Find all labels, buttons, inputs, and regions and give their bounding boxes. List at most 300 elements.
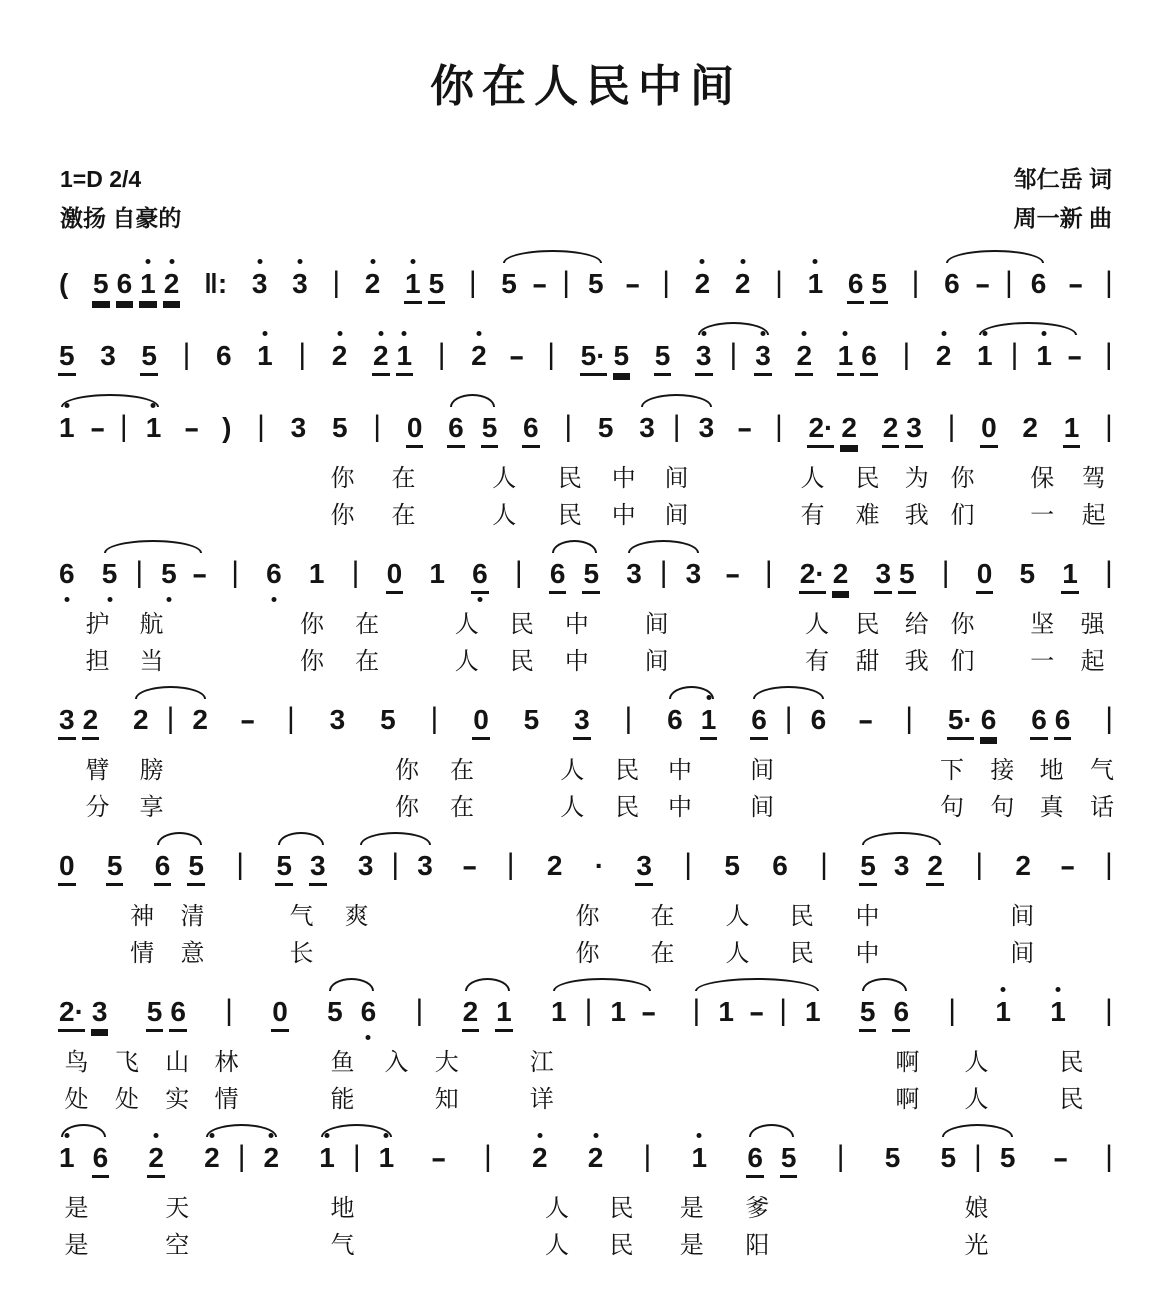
note-3: 3 — [291, 266, 309, 301]
lyric-syllable: 你 — [394, 757, 419, 785]
lyric-syllable: 民 — [615, 757, 640, 785]
duration-dash: - — [239, 704, 256, 736]
barline: | — [287, 702, 295, 736]
key-tempo-block — [60, 160, 181, 238]
slur-arc — [946, 250, 1044, 263]
note-2: 2 — [926, 848, 944, 886]
slur-arc — [503, 250, 601, 263]
slur-arc — [753, 686, 824, 699]
note-2: 2 — [192, 704, 208, 736]
note-6: 6 — [746, 1140, 764, 1178]
octave-dot-above — [761, 331, 766, 336]
lyric-syllable: 间 — [644, 648, 669, 676]
barline: | — [779, 994, 788, 1028]
lyric-syllable: 起 — [1080, 648, 1105, 676]
slur-arc — [979, 322, 1077, 335]
rest-note: 0 — [386, 556, 404, 594]
lyric-syllable: 分 — [85, 794, 110, 822]
slur-arc — [450, 394, 495, 407]
slur-arc — [104, 540, 202, 553]
lyric-syllable: 飞 — [114, 1049, 139, 1077]
barline: | — [1104, 848, 1113, 882]
note-3: 3 — [100, 340, 116, 372]
octave-dot-above — [384, 1133, 389, 1138]
note-5: 5 — [187, 848, 205, 886]
lyric-syllable: 民 — [1059, 1049, 1084, 1077]
lyric-syllable: 起 — [1081, 502, 1106, 530]
lyric-syllable: 气 — [1089, 757, 1114, 785]
note-2: 2 — [82, 702, 100, 740]
barline: | — [1104, 556, 1113, 590]
lyric-syllable: 是 — [64, 1232, 89, 1260]
note-6: 6 — [667, 704, 683, 736]
barline: | — [836, 1140, 845, 1174]
duration-dash: - — [1060, 850, 1076, 882]
note-6: 6 — [980, 702, 998, 740]
lyric-syllable: 航 — [139, 611, 164, 639]
octave-dot-above — [1055, 987, 1060, 992]
lyric-syllable: 情 — [130, 940, 155, 968]
duration-dash: - — [624, 268, 641, 300]
lyric-syllable: 中 — [855, 903, 880, 931]
note-5dot: 5· — [947, 702, 974, 740]
note-6: 6 — [892, 994, 910, 1032]
lyric-syllable: 处 — [114, 1086, 139, 1114]
note-5: 5 — [870, 266, 888, 304]
barline: | — [166, 702, 175, 736]
slur-arc — [628, 540, 699, 553]
duration-dash: - — [89, 412, 106, 444]
rest-note: 0 — [271, 994, 289, 1032]
note-2dot: 2· — [807, 410, 834, 448]
slur-group — [462, 994, 513, 1032]
song-title: 你在人民中间 — [430, 62, 742, 111]
slur-group — [943, 266, 1047, 301]
note-6: 6 — [265, 556, 283, 591]
lyric-syllable: 中 — [668, 757, 693, 785]
lyric-syllable: 们 — [950, 648, 975, 676]
beam-group — [807, 410, 857, 448]
note-5: 5 — [92, 266, 110, 304]
note-3: 3 — [893, 850, 910, 882]
note-3: 3 — [329, 704, 346, 736]
note-3: 3 — [695, 338, 713, 376]
slur-arc — [321, 1124, 392, 1137]
slur-group — [625, 556, 702, 591]
note-3: 3 — [309, 848, 327, 886]
note-1: 1 — [1049, 994, 1067, 1029]
barline: | — [902, 338, 911, 372]
key-time-signature: 1=D 2/4 — [60, 166, 142, 192]
note-2: 2 — [882, 410, 900, 448]
lyric-syllable: 人 — [544, 1232, 569, 1260]
lyric-syllable: 你 — [950, 465, 975, 493]
barline: | — [231, 556, 239, 590]
barline: | — [562, 266, 570, 300]
barline: | — [775, 266, 783, 300]
barline: | — [236, 848, 245, 882]
note-6: 6 — [154, 848, 172, 886]
lyric-syllable: 你 — [300, 648, 325, 676]
beam-group — [847, 266, 888, 304]
lyric-syllable: 中 — [668, 794, 693, 822]
note-6: 6 — [847, 266, 865, 304]
barline: | — [225, 994, 233, 1028]
note-6: 6 — [447, 410, 465, 448]
lyric-syllable: 间 — [750, 757, 775, 785]
slur-group — [692, 994, 822, 1029]
note-1: 1 — [1035, 338, 1053, 373]
octave-dot-above — [700, 259, 705, 264]
lyric-syllable: 间 — [664, 502, 689, 530]
lyrics-row — [0, 493, 1172, 528]
slur-group — [939, 1140, 1016, 1175]
note-1: 1 — [139, 266, 157, 304]
note-6: 6 — [522, 410, 540, 448]
slur-group — [638, 410, 715, 445]
octave-dot-above — [476, 331, 481, 336]
lyric-syllable: 强 — [1080, 611, 1105, 639]
notation-line — [58, 266, 1114, 310]
octave-dot-above — [297, 259, 302, 264]
barline: | — [672, 410, 681, 444]
lyricist-credit: 邹仁岳 词 — [1013, 166, 1112, 192]
lyric-syllable: 啊 — [895, 1049, 920, 1077]
note-3: 3 — [91, 994, 109, 1032]
note-5: 5 — [58, 338, 76, 376]
barline: | — [1105, 266, 1113, 300]
slur-arc — [329, 978, 374, 991]
lyric-syllable: 中 — [855, 940, 880, 968]
lyric-syllable: 山 — [165, 1049, 190, 1077]
barline: | — [391, 848, 400, 882]
lyric-syllable: 你 — [394, 794, 419, 822]
note-6: 6 — [810, 704, 827, 736]
lyric-syllable: 入 — [384, 1049, 409, 1077]
note-3: 3 — [357, 850, 374, 882]
slur-arc — [862, 978, 907, 991]
note-5dot: 5· — [580, 338, 607, 376]
note-1: 1 — [994, 994, 1012, 1029]
lyric-syllable: 有 — [800, 502, 825, 530]
lyric-syllable: 我 — [904, 648, 929, 676]
note-1: 1 — [318, 1140, 336, 1175]
duration-dash: - — [748, 996, 765, 1028]
octave-dot-above — [145, 259, 150, 264]
duration-dash: - — [736, 412, 753, 444]
octave-dot-above — [64, 403, 69, 408]
barline: | — [514, 556, 523, 590]
barline: | — [905, 702, 913, 736]
slur-arc — [465, 978, 510, 991]
lyrics-row — [0, 894, 1172, 929]
lyric-syllable: 真 — [1039, 794, 1064, 822]
rest-note: 0 — [980, 410, 998, 448]
duration-dash: - — [461, 850, 478, 882]
note-2: 2 — [546, 850, 563, 882]
note-2: 2 — [1015, 850, 1031, 882]
note-6: 6 — [1054, 702, 1072, 740]
barline: | — [662, 266, 671, 300]
slur-arc — [553, 978, 651, 991]
slur-arc — [206, 1124, 277, 1137]
barline: | — [584, 994, 593, 1028]
lyric-syllable: 人 — [492, 502, 517, 530]
note-6: 6 — [1030, 702, 1048, 740]
duration-dash: - — [431, 1142, 448, 1174]
lyric-syllable: 在 — [355, 611, 380, 639]
duration-dash: - — [1052, 1142, 1069, 1174]
note-6: 6 — [360, 994, 378, 1029]
barline: | — [1010, 338, 1019, 372]
lyric-syllable: 为 — [904, 465, 929, 493]
lyric-syllable: 臂 — [85, 757, 110, 785]
note-5: 5 — [597, 412, 614, 444]
barline: | — [506, 848, 515, 882]
note-3: 3 — [626, 558, 642, 590]
beam-group — [580, 338, 630, 376]
slur-group — [666, 702, 717, 740]
note-5: 5 — [140, 338, 158, 376]
lyric-syllable: 地 — [1039, 757, 1064, 785]
lyric-syllable: 接 — [990, 757, 1015, 785]
notation-line — [58, 848, 1114, 892]
lyric-syllable: 话 — [1089, 794, 1114, 822]
note-6: 6 — [944, 268, 960, 300]
slur-arc — [61, 394, 159, 407]
note-2: 2 — [470, 338, 488, 373]
lyric-syllable: 啊 — [895, 1086, 920, 1114]
slur-arc — [641, 394, 712, 407]
note-1: 1 — [378, 1140, 396, 1175]
lyric-syllable: 间 — [750, 794, 775, 822]
octave-dot-above — [64, 1133, 69, 1138]
note-3: 3 — [58, 702, 76, 740]
barline: | — [820, 848, 828, 882]
octave-dot-above — [257, 259, 262, 264]
note-5: 5 — [380, 704, 396, 736]
lyric-syllable: 民 — [557, 465, 582, 493]
slur-group — [447, 410, 498, 448]
beam-group — [837, 338, 878, 376]
note-2: 2 — [840, 410, 858, 448]
note-2: 2 — [133, 704, 149, 736]
note-1: 1 — [718, 996, 734, 1028]
lyric-syllable: 人 — [964, 1086, 989, 1114]
note-6: 6 — [1030, 268, 1047, 300]
barline: | — [430, 702, 439, 736]
note-5: 5 — [327, 996, 343, 1028]
lyric-syllable: 你 — [575, 903, 600, 931]
octave-dot-above — [154, 1133, 159, 1138]
barline: | — [182, 338, 191, 372]
barline: | — [468, 266, 477, 300]
note-2: 2 — [587, 1140, 605, 1175]
slur-arc — [157, 832, 202, 845]
duration-dash: - — [191, 558, 208, 590]
lyric-syllable: 民 — [609, 1232, 634, 1260]
note-1: 1 — [837, 338, 855, 376]
beam-group — [874, 556, 915, 594]
lyrics-row — [0, 1077, 1172, 1112]
slur-arc — [749, 1124, 794, 1137]
note-1: 1 — [58, 410, 76, 445]
lyric-syllable: 间 — [1010, 940, 1035, 968]
lyric-syllable: 神 — [130, 903, 155, 931]
lyric-syllable: 能 — [330, 1086, 355, 1114]
slur-group — [203, 1140, 280, 1175]
octave-dot-above — [802, 331, 807, 336]
octave-dot-above — [982, 331, 987, 336]
lyric-syllable: 在 — [450, 757, 475, 785]
barline: | — [729, 338, 738, 372]
slur-arc — [552, 540, 597, 553]
lyric-syllable: 人 — [725, 903, 750, 931]
composer-credit: 周一新 曲 — [1013, 205, 1112, 232]
note-5: 5 — [146, 994, 164, 1032]
tempo-marking: 激扬 自豪的 — [60, 205, 182, 232]
barline: | — [947, 410, 956, 444]
lyric-syllable: 民 — [1059, 1086, 1084, 1114]
lyrics-row — [0, 1223, 1172, 1258]
beam-group — [58, 994, 108, 1032]
repeat-start-sign: ‖: — [203, 268, 228, 300]
barline: | — [1104, 338, 1113, 372]
octave-dot-above — [1001, 987, 1006, 992]
note-2: 2 — [734, 266, 752, 301]
lyric-syllable: 爹 — [745, 1195, 770, 1223]
note-5: 5 — [275, 848, 293, 886]
note-5: 5 — [523, 704, 540, 736]
note-3: 3 — [290, 412, 307, 444]
duration-dash: - — [974, 268, 991, 300]
octave-dot-above — [941, 331, 946, 336]
lyrics-row — [0, 639, 1172, 674]
lyric-syllable: 你 — [950, 611, 975, 639]
note-1: 1 — [429, 558, 445, 590]
open-paren: ( — [59, 268, 69, 300]
note-3: 3 — [417, 850, 433, 882]
lyric-syllable: 详 — [529, 1086, 554, 1114]
lyric-syllable: 们 — [950, 502, 975, 530]
lyric-syllable: 在 — [450, 794, 475, 822]
lyric-syllable: 难 — [855, 502, 880, 530]
note-5: 5 — [613, 338, 631, 376]
note-2: 2 — [832, 556, 850, 594]
note-6: 6 — [215, 340, 232, 372]
note-6: 6 — [549, 556, 567, 594]
lyric-syllable: 娘 — [964, 1195, 989, 1223]
note-5: 5 — [101, 556, 119, 591]
note-2: 2 — [462, 994, 480, 1032]
note-5: 5 — [481, 410, 499, 448]
lyric-syllable: 空 — [165, 1232, 190, 1260]
note-1: 1 — [1063, 410, 1081, 448]
note-1: 1 — [610, 996, 626, 1028]
note-5: 5 — [582, 556, 600, 594]
lyric-syllable: 驾 — [1081, 465, 1106, 493]
note-5: 5 — [501, 268, 517, 300]
note-6: 6 — [169, 994, 187, 1032]
octave-dot-above — [593, 1133, 598, 1138]
octave-dot-above — [370, 259, 375, 264]
note-3: 3 — [573, 702, 591, 740]
note-2: 2 — [147, 1140, 165, 1178]
note-6: 6 — [772, 850, 788, 882]
barline: | — [784, 702, 793, 736]
barline: | — [135, 556, 144, 590]
note-1: 1 — [58, 1140, 76, 1175]
lyric-syllable: 人 — [544, 1195, 569, 1223]
lyric-syllable: 爽 — [344, 903, 369, 931]
slur-group — [326, 994, 377, 1029]
lyric-syllable: 一 — [1030, 648, 1055, 676]
barline: | — [373, 410, 382, 444]
lyric-syllable: 民 — [789, 903, 814, 931]
note-5: 5 — [428, 266, 446, 304]
note-5: 5 — [654, 338, 672, 376]
note-3: 3 — [698, 412, 715, 444]
augmentation-dot: · — [594, 850, 605, 882]
slur-arc — [942, 1124, 1013, 1137]
note-1: 1 — [308, 558, 325, 590]
barline: | — [764, 556, 773, 590]
note-6: 6 — [471, 556, 489, 594]
octave-dot-above — [410, 259, 415, 264]
lyric-syllable: 你 — [330, 502, 355, 530]
note-6: 6 — [58, 556, 76, 591]
lyric-syllable: 膀 — [139, 757, 164, 785]
note-1: 1 — [1061, 556, 1079, 594]
lyric-syllable: 在 — [391, 465, 416, 493]
lyric-syllable: 人 — [800, 465, 825, 493]
octave-dot-above — [262, 331, 267, 336]
beam-group — [1030, 702, 1071, 740]
octave-dot-above — [402, 331, 407, 336]
lyric-syllable: 间 — [644, 611, 669, 639]
lyric-syllable: 意 — [180, 940, 205, 968]
lyric-syllable: 人 — [805, 611, 830, 639]
note-5: 5 — [160, 556, 178, 591]
note-3: 3 — [905, 410, 923, 448]
octave-dot-above — [740, 259, 745, 264]
note-5: 5 — [898, 556, 916, 594]
slur-group — [750, 702, 827, 740]
lyric-syllable: 长 — [289, 940, 314, 968]
barline: | — [659, 556, 668, 590]
lyric-syllable: 中 — [564, 611, 589, 639]
barline: | — [352, 1140, 361, 1174]
lyric-syllable: 江 — [529, 1049, 554, 1077]
note-2: 2 — [795, 338, 813, 376]
score-header — [60, 160, 1112, 238]
lyric-syllable: 民 — [509, 648, 534, 676]
lyrics-row — [0, 1040, 1172, 1075]
beam-group — [372, 338, 413, 376]
slur-group — [550, 994, 657, 1029]
note-3: 3 — [685, 558, 702, 590]
lyric-syllable: 大 — [434, 1049, 459, 1077]
note-2: 2 — [203, 1140, 221, 1175]
lyric-syllable: 当 — [139, 648, 164, 676]
lyric-syllable: 光 — [964, 1232, 989, 1260]
slur-arc — [698, 322, 769, 335]
barline: | — [941, 556, 950, 590]
slur-group — [58, 410, 162, 445]
barline: | — [911, 266, 920, 300]
note-3: 3 — [754, 338, 772, 376]
barline: | — [257, 410, 265, 444]
